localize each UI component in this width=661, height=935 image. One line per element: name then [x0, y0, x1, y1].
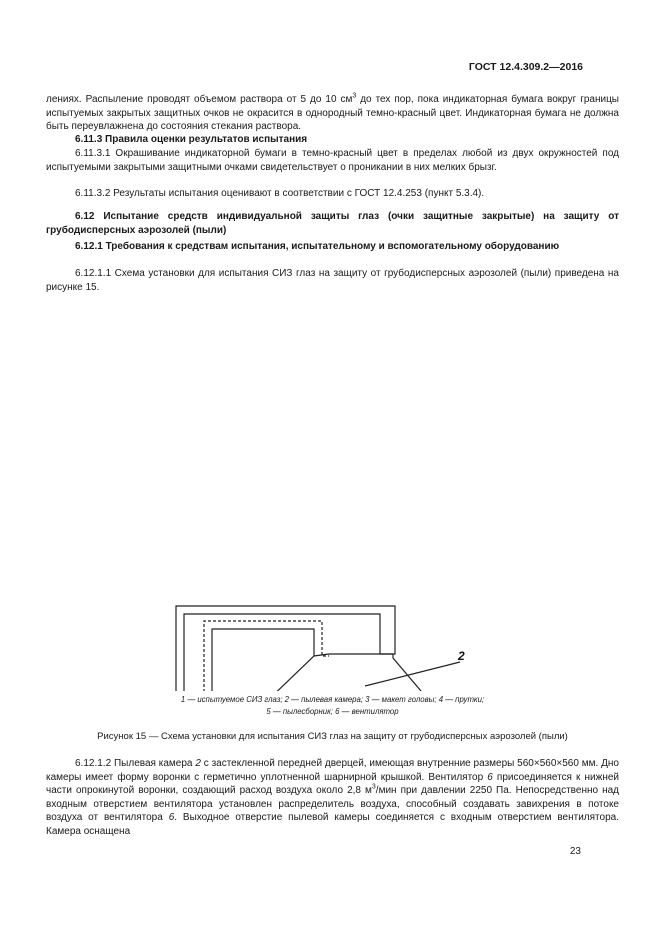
paragraph-6-11-3-2: 6.11.3.2 Результаты испытания оценивают в соответствии с ГОСТ 12.4.253 (пункт 5.3.4).: [75, 188, 485, 199]
paragraph-6-12-1-2: 6.12.1.2 Пылевая камера 2 с застекленной передней дверцей, имеющая внутренние размеры 560×560×560 мм. Дно камеры имеет форму воронки с герметично уплотненной шарнирной крышкой. Вентилятор 6 присоединяется к нижней части опрокинутой воронки, создающий расход воздуха около 2,8 $м^3$/мин при давлении 2250 Па. Непосредственно над входным отверстием вентилятора установлен распределитель воздуха, способный создавать завихрения в потоке воздуха от вентилятора 6. Выходное отверстие пылевой камеры соединяется с входным отверстием вентилятора. Камера оснащена: [46, 758, 619, 837]
paragraph-6-12-1-1: 6.12.1.1 Схема установки для испытания СИЗ глаз на защиту от грубодисперсных аэрозолей (пыли) приведена на рисунке 15.: [46, 268, 619, 293]
figure-15-diagram: [0, 296, 661, 691]
continuation-paragraph: лениях. Распыление проводят объемом раствора от 5 до 10 $см^3$ до тех пор, пока индикаторная бумага вокруг границы испытуемых закрытых защитных очков не окрасится в однородный темно-красный цвет. Индикаторная бумага не должна быть переувлажнена до состояния стекания раствора.: [46, 92, 619, 132]
figure-caption: Рисунок 15 — Схема установки для испытания СИЗ глаз на защиту от грубодисперсных аэрозолей (пыли): [97, 731, 568, 742]
label-2: 2: [458, 649, 465, 663]
air-duct-outer: [176, 606, 395, 691]
document-number: ГОСТ 12.4.309.2—2016: [468, 61, 583, 73]
heading-6-11-3: 6.11.3 Правила оценки результатов испытания: [75, 134, 308, 145]
air-duct-inner: [204, 621, 329, 691]
paragraph-6-11-3-1: 6.11.3.1 Окрашивание индикаторной бумаги в темно-красный цвет в пределах любой из двух окружностей под испытуемыми закрытыми защитными очками свидетельствует о проникании в них мелких брызг.: [46, 148, 619, 173]
figure-legend: 1 — испытуемое СИЗ глаз; 2 — пылевая камера; 3 — макет головы; 4 — прутки; 5 — пылесборник; 6 — вентилятор: [180, 695, 485, 716]
heading-6-12-1: 6.12.1 Требования к средствам испытания, испытательному и вспомогательному оборудованию: [75, 241, 560, 252]
dust-chamber: [264, 654, 432, 691]
heading-6-12: 6.12 Испытание средств индивидуальной защиты глаз (очки защитные закрытые) на защиту от грубодисперсных аэрозолей (пыли): [46, 211, 619, 236]
page-number: 23: [569, 846, 581, 857]
